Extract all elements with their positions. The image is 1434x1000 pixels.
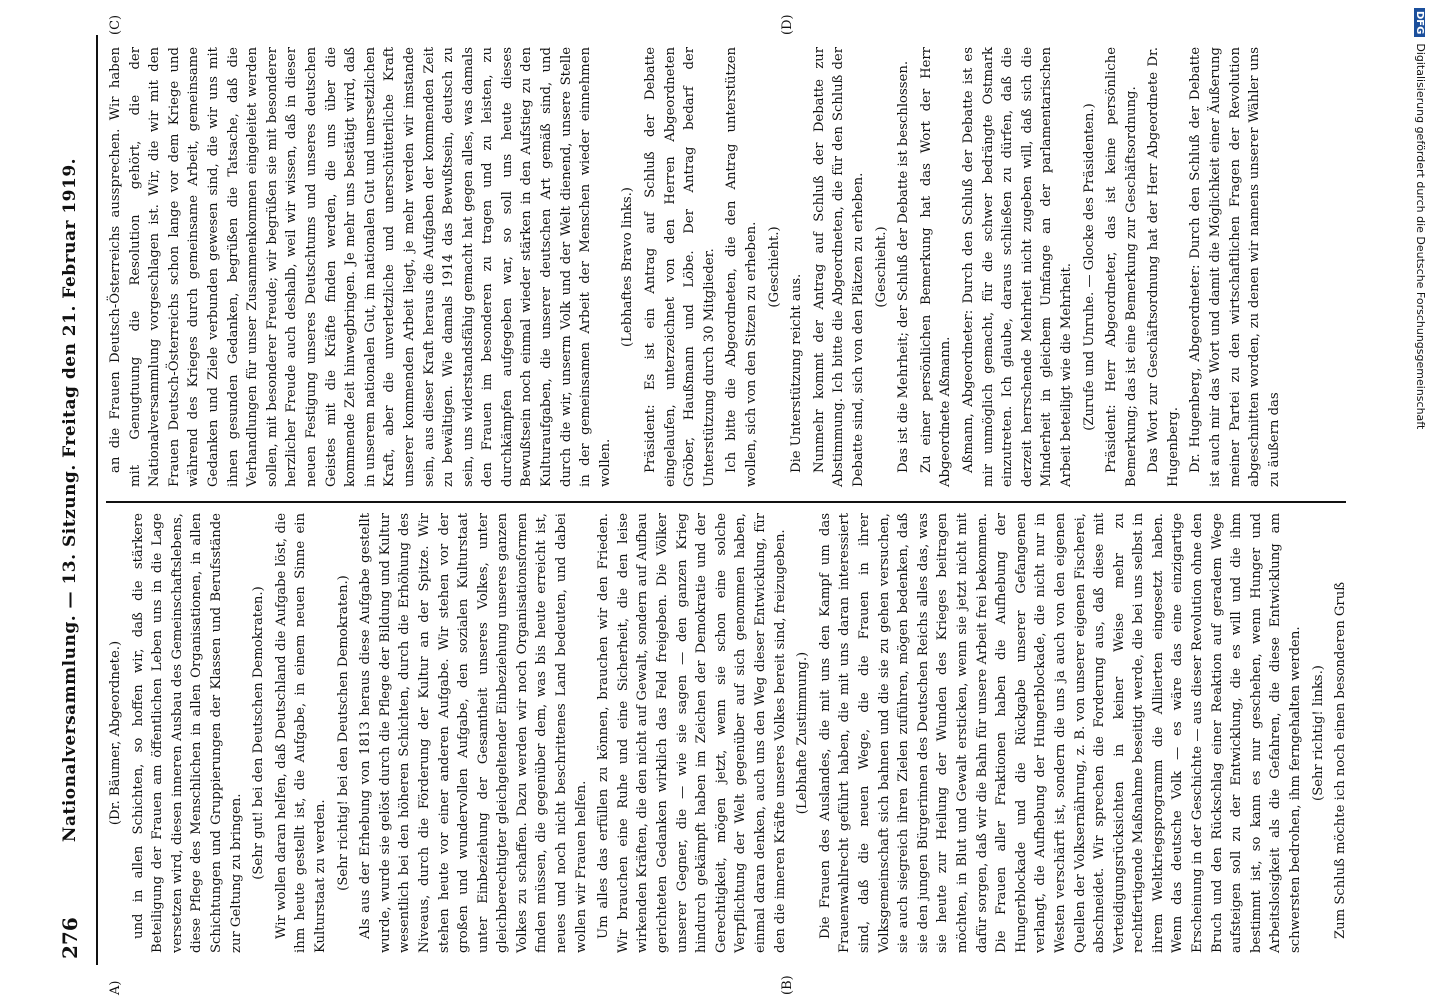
paragraph: Das ist die Mehrheit; der Schluß der Debatte ist beschlossen. xyxy=(896,60,912,473)
paragraph: Das Wort zur Geschäftsordnung hat der Herr Abgeordnete Dr. Hugenberg. xyxy=(1146,47,1181,487)
interjection: (Lebhafte Zustimmung.) xyxy=(795,651,811,815)
margin-mark-c: (C) xyxy=(108,14,123,35)
paragraph: Als aus der Erhebung von 1813 heraus diese Aufgabe gestellt wurde, wurde sie gelöst durch die Pflege der Bildung und Kultur wesentlich bei den höheren Schichten, durch die Erhöhung des Niveaus, durch die Förderung der Kultur an der Spitze. Wir stehen heute vor einer anderen Aufgabe. Wir stehen vor der großen und wundervollen Aufgabe, den sozialen Kulturstaat unter Einbeziehung der Gesamtheit unseres Volkes, unter gleichberechtigter gleichgeltender Einbeziehung unseres ganzen Volkes zu schaffen. Dazu werden wir noch Organisationsformen finden müssen, die gegenüber dem, was bis heute erreicht ist, neues und noch nicht beschrittenes Land bedeuten, und dabei wollen wir Frauen helfen. xyxy=(358,513,589,953)
paragraph: Die Frauen des Auslandes, die mit uns den Kampf um das Frauenwahlrecht geführt haben, die mit uns daran interessiert sind, daß die neuen Wege, die die Frauen in ihrer Volksgemeinschaft sich bahnen und die sie zu gehen versuchen, sie auch siegreich ihren Zielen zuführen, mögen bedenken, daß sie den jungen Bürgerinnen des Deutschen Reichs alles das, was sie heute zur Heilung der Wunden des Krieges beitragen möchten, in Blut und Gewalt ersticken, wenn sie jetzt nicht mit dafür sorgen, daß wir die Bahn für unsere Arbeit frei bekommen. Die Frauen aller Fraktionen haben die Aufhebung der Hungerblockade und die Rückgabe unserer Gefangenen verlangt, die Aufhebung der Hungerblockade, die nicht nur in Westen verschärft ist, sondern die uns ja auch von den eigenen Quellen der Volksernährung, z. B. von unserer eigenen Fischerei, abschneidet. Wir sprechen die Forderung aus, daß diese mit Verteidigungsrücksichten in keiner Weise mehr zu rechtfertigende Maßnahme beseitigt werde, die bei uns selbst in ihrem Weltkriegsprogramm die Alliierten eingesetzt haben. Wenn das deutsche Volk — es wäre das eine einzigartige Erscheinung in der Geschichte — aus dieser Revolution ohne den Bruch und den Rückschlag einer Reaktion auf geradem Wege aufsteigen soll zu der Entwicklung, die es will und die ihm bestimmt ist, so kann es nur geschehen, wenn Hunger und Arbeitslosigkeit als die Gefahren, die diese Entwicklung am schwersten bedrohen, ihm ferngehalten werden. xyxy=(817,513,1304,953)
page-number: 276 xyxy=(58,917,82,959)
interjection: (Sehr richtig! links.) xyxy=(1310,665,1326,801)
paragraph: Die Unterstützung reicht aus. xyxy=(789,273,805,473)
paragraph: an die Frauen Deutsch-Österreichs aussprechen. Wir haben mit Genugtuung die Resolution gehört, die der Nationalversammlung vorgeschlagen ist. Wir, die wir mit den Frauen Deutsch-Österreichs schon lange vor dem Kriege und während des Krieges durch gemeinsame Arbeit, gemeinsame Gedanken und Ziele verbunden gewesen sind, die wir uns mit ihnen gesunden Gedanken, begrüßen die Tatsache, daß die Verhandlungen für unser Zusammenkommen eingeleitet werden sollen, mit besonderer Freude; wir begrüßen sie mit besonderer herzlicher Freude auch deshalb, weil wir wissen, daß in dieser neuen Festigung unseres Deutschtums und unseres deutschen Geistes mit die Kräfte finden werden, die uns über die kommende Zeit hinwegbringen. Je mehr uns bestätigt wird, daß in unserem nationalen Gut, im nationalen Gut und unersetzlichen Kraft, aber die unverletzliche und unerschütterliche Kraft unserer kommenden Arbeit liegt, je mehr werden wir imstande sein, aus dieser Kraft heraus die Aufgaben der kommenden Zeit zu bewältigen. Wie damals 1914 das Bewußtsein, deutsch zu sein, uns widerstandsfähig gemacht hat gegen alles, was damals den Frauen im besonderen zu tragen und zu leisten, zu durchkämpfen aufgegeben war, so soll uns heute dieses Bewußtsein noch einmal wieder stärken in den Aufstieg zu den Kulturaufgaben, die unserer deutschen Art gemäß sind, und durch die wir, unserm Volk und der Welt dienend, unsere Stelle in der gemeinsamen Arbeit der Menschen wieder einnehmen wollen. xyxy=(108,47,613,487)
paragraph: Zu einer persönlichen Bemerkung hat das Wort der Herr Abgeordnete Aßmann. xyxy=(918,47,954,487)
dfg-logo-icon: DFG xyxy=(1414,8,1425,37)
left-column xyxy=(106,513,1356,953)
paragraph: Nunmehr kommt der Antrag auf Schluß der Debatte zur Abstimmung. Ich bitte die Abgeordneten, die für den Schluß der Debatte sind, sich von den Plätzen zu erheben. xyxy=(811,47,866,487)
paragraph: Zum Schluß möchte ich noch einen besonderen Gruß xyxy=(1333,581,1349,939)
paragraph: Präsident: Es ist ein Antrag auf Schluß der Debatte eingelaufen, unterzeichnet von den Herren Abgeordneten Gröber, Haußmann und Löbe. Der Antrag bedarf der Unterstützung durch 30 Mitglieder. xyxy=(643,47,717,487)
paragraph: und in allen Schichten, so hoffen wir, daß die stärkere Beteiligung der Frauen am öffentlichen Leben uns in die Lage versetzen wird, diesen inneren Ausbau des Gemeinschaftslebens, diese Pflege des Menschlichen in allen Organisationen, in allen Schichtungen und Gruppierungen der Klassen und Berufsstände zur Geltung zu bringen. xyxy=(130,513,244,953)
margin-mark-d: (D) xyxy=(780,14,795,35)
credit-text-wrapper xyxy=(1399,8,1427,988)
paragraph: Ich bitte die Abgeordneten, die den Antrag unterstützen wollen, sich von den Sitzen zu erheben. xyxy=(724,47,759,487)
page-header xyxy=(50,35,98,965)
rotated-page-sheet xyxy=(50,14,1370,995)
interjection: (Geschieht.) xyxy=(873,226,889,308)
paragraph: Aßmann, Abgeordneter: Durch den Schluß der Debatte ist es mir unmöglich gemacht, für die schwer bedrängte Ostmark einzutreten. Ich glaube, daraus schließen zu dürfen, daß die derzeit herrschende Mehrheit nicht zugeben will, daß sich die Minderheit in gleichem Umfange an der parlamentarischen Arbeit beteiligt wie die Mehrheit. xyxy=(960,47,1074,487)
paragraph: Um alles das erfüllen zu können, brauchen wir den Frieden. Wir brauchen eine Ruhe und eine Sicherheit, die den leise wirkenden Kräften, die den nicht auf Gewalt, sondern auf Aufbau gerichteten Gedanken wirklich das Feld freigeben. Die Völker unserer Gegner, die — wie sie sagen — den ganzen Krieg hindurch gekämpft haben im Zeichen der Demokratie und der Gerechtigkeit, mögen jetzt, wenn sie schon eine solche Verpflichtung der Welt gegenüber auf sich genommen haben, einmal daran denken, auch uns den Weg dieser Entwicklung, für den die inneren Kräfte unseres Volkes bereit sind, freizugeben. xyxy=(596,513,788,953)
interjection: (Sehr richtig! bei den Deutschen Demokraten.) xyxy=(335,575,351,891)
paragraph: Dr. Hugenberg, Abgeordneter: Durch den Schluß der Debatte ist auch mir das Wort und damit die Möglichkeit einer Äußerung meiner Partei zu den wirtschaftlichen Fragen der Revolution abgeschnitten worden, zu denen wir namens unserer Wähler uns zu äußern das xyxy=(1188,47,1282,487)
right-column xyxy=(106,47,1356,487)
paragraph: Wir wollen daran helfen, daß Deutschland die Aufgabe löst, die ihm heute gestellt ist, die Aufgabe, in einem neuen Sinne ein Kulturstaat zu werden. xyxy=(273,513,328,953)
digitization-credit xyxy=(1403,8,1431,988)
paragraph: Präsident: Herr Abgeordneter, das ist keine persönliche Bemerkung; das ist eine Bemerkung zur Geschäftsordnung. xyxy=(1104,47,1139,487)
interjection: (Zurufe und Unruhe. — Glocke des Präsidenten.) xyxy=(1081,103,1097,431)
interjection: (Geschieht.) xyxy=(766,226,782,308)
credit-text: Digitalisierung gefördert durch die Deutsche Forschungsgemeinschaft xyxy=(1414,43,1427,430)
page-title: Nationalversammlung. — 13. Sitzung. Freitag den 21. Februar 1919. xyxy=(60,157,80,843)
interjection: (Lebhaftes Bravo links.) xyxy=(620,187,636,347)
interjection: (Sehr gut! bei den Deutschen Demokraten.) xyxy=(251,586,267,880)
margin-mark-a: A) xyxy=(108,980,123,995)
speaker-continuation: (Dr. Bäumer, Abgeordnete.) xyxy=(108,640,123,826)
margin-mark-b: (B) xyxy=(780,975,795,995)
column-divider xyxy=(106,501,1346,503)
